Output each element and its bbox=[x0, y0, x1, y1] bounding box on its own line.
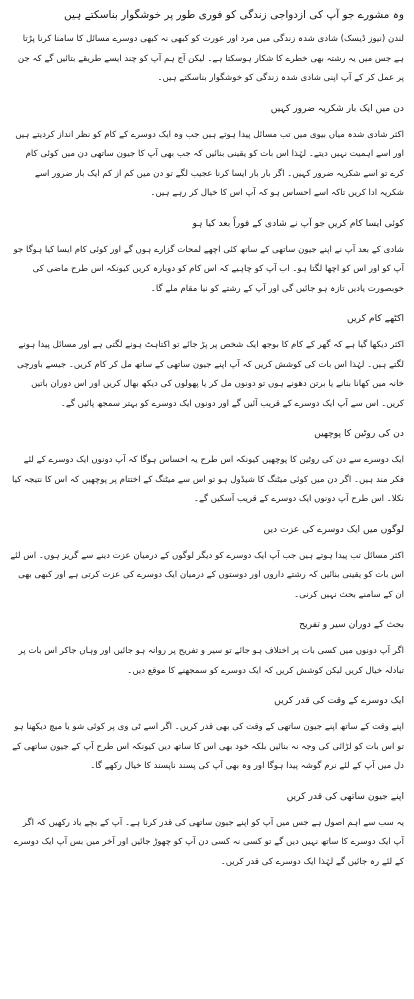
section-body-work-together: اکثر دیکھا گیا ہے کہ گھر کے کام کا بوجھ ایک شخص پر پڑ جائے تو اکتاہٹ ہونے لگتی ہے اور مسائل پیدا ہونے لگتے ہیں۔ لہٰذا اس بات کی کوشش کریں کہ آپ اپنے جیون ساتھی کے ساتھ مل کر کام کریں۔ جیسے باورچی خانہ میں کھانا بنانے یا برتن دھونے ہوں تو دونوں مل کر یا پھولوں کی دیکھ بھال کریں اور اس دوران باتیں کریں۔ اس سے آپ ایک دوسرے کے قریب آئیں گے اور دونوں ایک دوسرے کو بہتر سمجھ پائیں گے۔ bbox=[16, 340, 404, 409]
intro-paragraph: لندن (نیوز ڈیسک) شادی شدہ زندگی میں مرد اور عورت کو کبھی نہ کبھی دوسرے مسائل کا سامنا کرنا پڑتا ہے جس میں یہ رشتہ بھی خطرے کا شکار ہوسکتا ہے۔ لیکن آج ہم آپ کو چند ایسے طریقے بتائیں گے کہ جن پر عمل کر کے آپ اپنی شادی شدہ زندگی کو خوشگوار بناسکتے ہیں۔ bbox=[17, 34, 404, 83]
section-body-thank-you: اکثر شادی شدہ میاں بیوی میں تب مسائل پیدا ہوتے ہیں جب وہ ایک دوسرے کے کام کو نظر انداز کردیتے ہیں اور اسے اہمیت نہیں دیتے۔ لہٰذا اس بات کو یقینی بنائیں کہ جب بھی آپ کا جیون ساتھی دن میں کوئی کام کرے تو اسے شکریہ ضرور کہیں۔ اگر بار بار ایسا کرنا عجیب لگے تو دن میں کم از کم ایک بار ضرور اسے شکریہ ادا کریں تاکہ اسے احساس ہو کہ آپ اس کا خیال کر رہے ہیں۔ bbox=[15, 129, 404, 198]
article-title: وہ مشورے جو آپ کی ازدواجی زندگی کو فوری طور پر خوشگوار بناسکتے ہیں bbox=[63, 9, 404, 21]
section-body-daily-routine: ایک دوسرے سے دن کی روٹین کا پوچھیں کیونکہ اس طرح یہ احساس ہوگا کہ آپ دونوں ایک دوسرے کے لئے فکر مند ہیں۔ اگر دن میں کوئی میٹنگ کا شیڈول ہو تو اس سے میٹنگ کے اختتام پر پوچھیں کہ اس کا نتیجہ کیا نکلا۔ اس طرح آپ دونوں ایک دوسرے کے قریب آسکیں گے۔ bbox=[11, 455, 404, 504]
section-heading-thank-you: دن میں ایک بار شکریہ ضرور کہیں bbox=[270, 102, 404, 114]
section-heading-after-marriage: کوئی ایسا کام کریں جو آپ نے شادی کے فوراً بعد کیا ہو bbox=[192, 217, 404, 229]
section-body-value-partner: یہ سب سے اہم اصول ہے جس میں آپ کو اپنے جیون ساتھی کی قدر کرنا ہے۔ آپ کے بچے یاد رکھیں کہ اگر آپ ایک دوسرے کا ساتھ نہیں دیں گے تو کسی نہ کسی دن آپ کو چھوڑ جائیں اور آخر میں بس آپ ایک دوسرے کے لئے رہ جائیں گے لہٰذا ایک دوسرے کی قدر کریں۔ bbox=[13, 817, 404, 867]
section-heading-outing-during-argument: بحث کے دوران سیر و تفریح bbox=[299, 619, 404, 630]
section-heading-respect-in-public: لوگوں میں ایک دوسرے کی عزت دیں bbox=[263, 523, 404, 535]
section-body-outing-during-argument: اگر آپ دونوں میں کسی بات پر اختلاف ہو جائے تو سیر و تفریح پر روانہ ہو جائیں اور وہاں جاکر اس بات پر تبادلہ خیال کریں لیکن کوشش کریں کہ ایک دوسرے کو سمجھنے کا موقع دیں۔ bbox=[18, 646, 404, 676]
section-body-respect-in-public: اکثر مسائل تب پیدا ہوتے ہیں جب آپ ایک دوسرے کو دیگر لوگوں کے درمیان عزت دینے سے گریز ہوں۔ اس لئے اس بات کو یقینی بنائیں کہ رشتے داروں اور دوستوں کے درمیان ایک دوسرے کی عزت کرتی ہے اور کبھی بھی ان کے سامنے بحث نہیں کرنی۔ bbox=[10, 550, 404, 600]
section-heading-value-time: ایک دوسرے کے وقت کی قدر کریں bbox=[274, 695, 404, 706]
section-body-value-time: اپنے وقت کے ساتھ اپنے جیون ساتھی کے وقت کی بھی قدر کریں۔ اگر اسے ٹی وی پر کوئی شو یا میچ دیکھنا ہو تو اس بات کو لڑائی کی وجہ نہ بنائیں بلکہ خود بھی اس کا ساتھ دیں کیونکہ اس طرح آپ کے جیون ساتھی کے دل میں آپ کے لئے نرم گوشہ پیدا ہوگا اور وہ بھی آپ کی پسند ناپسند کا خیال رکھے گا۔ bbox=[12, 722, 404, 771]
section-heading-value-partner: اپنے جیون ساتھی کی قدر کریں bbox=[286, 790, 404, 802]
section-heading-work-together: اکٹھے کام کریں bbox=[346, 313, 404, 324]
section-heading-daily-routine: دن کی روٹین کا پوچھیں bbox=[314, 428, 404, 439]
section-body-after-marriage: شادی کے بعد آپ نے اپنے جیون ساتھی کے ساتھ کئی اچھے لمحات گزارے ہوں گے اور کوئی کام ایسا کیا ہوگا جو آپ کو اور اس کو اچھا لگتا ہو۔ اب آپ کو چاہیے کہ اس کام کو دوبارہ کریں کیونکہ اس طرح ماضی کی خوبصورت یادیں تازہ ہو جائیں گی اور آپ کے رشتے کو نیا مقام ملے گا۔ bbox=[13, 244, 404, 294]
